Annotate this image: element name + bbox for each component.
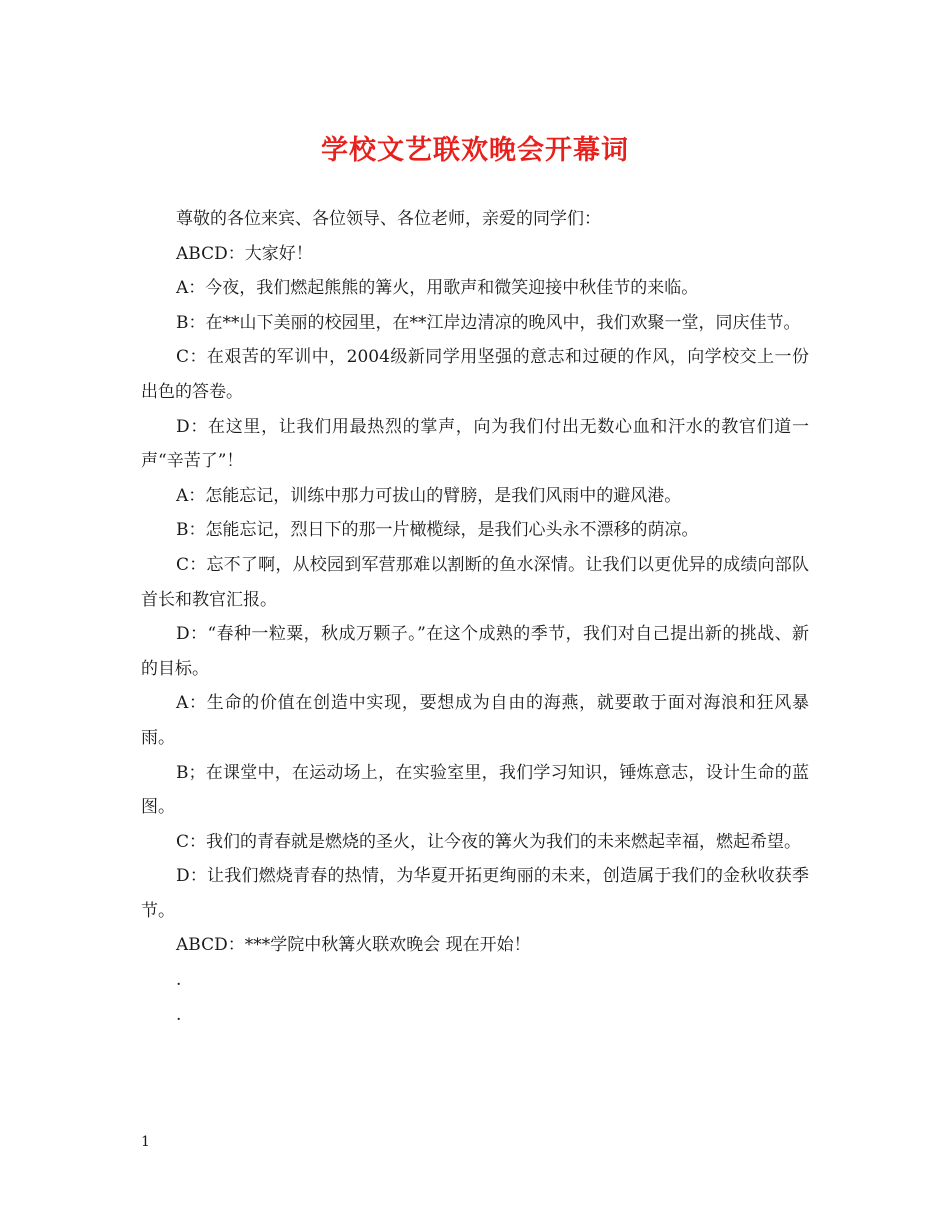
paragraph-c-bond: C：忘不了啊，从校园到军营那难以割断的鱼水深情。让我们以更优异的成绩向部队首长和教官汇报。 <box>141 554 809 610</box>
paragraph-dot-1: . <box>176 970 182 991</box>
paragraph-greeting: 尊敬的各位来宾、各位领导、各位老师，亲爱的同学们： <box>176 209 601 229</box>
paragraph-b-olive: B：怎能忘记，烈日下的那一片橄榄绿，是我们心头永不漂移的荫凉。 <box>176 520 699 541</box>
paragraph-c-youth: C：我们的青春就是燃烧的圣火，让今夜的篝火为我们的未来燃起幸福，燃起希望。 <box>176 831 802 852</box>
paragraph-d-future: D：让我们燃烧青春的热情，为华夏开拓更绚丽的未来，创造属于我们的金秋收获季节。 <box>141 866 809 921</box>
paragraph-c-training: C：在艰苦的军训中，2004级新同学用坚强的意志和过硬的作风，向学校交上一份出色的答卷。 <box>141 347 809 402</box>
paragraph-abcd-hello: ABCD：大家好！ <box>176 243 313 264</box>
page-number: 1 <box>141 1134 150 1150</box>
document-title: 学校文艺联欢晚会开幕词 <box>321 135 629 166</box>
paragraph-d-thanks: D：在这里，让我们用最热烈的掌声，向为我们付出无数心血和汗水的教官们道一声“辛苦了”！ <box>141 416 809 472</box>
paragraph-b-campus: B：在**山下美丽的校园里，在**江岸边清凉的晚风中，我们欢聚一堂，同庆佳节。 <box>176 312 801 333</box>
paragraph-d-harvest: D：“春种一粒粟，秋成万颗子。”在这个成熟的季节，我们对自己提出新的挑战、新的目标。 <box>141 624 809 679</box>
paragraph-abcd-open: ABCD：***学院中秋篝火联欢晚会 现在开始！ <box>176 935 531 956</box>
paragraph-b-classroom: B；在课堂中，在运动场上，在实验室里，我们学习知识，锤炼意志，设计生命的蓝图。 <box>141 762 809 818</box>
paragraph-a-value: A：生命的价值在创造中实现，要想成为自由的海燕，就要敢于面对海浪和狂风暴雨。 <box>141 693 809 748</box>
paragraph-a-tonight: A：今夜，我们燃起熊熊的篝火，用歌声和微笑迎接中秋佳节的来临。 <box>176 278 699 299</box>
document-body <box>141 202 809 1032</box>
paragraph-a-arms: A：怎能忘记，训练中那力可拔山的臂膀，是我们风雨中的避风港。 <box>176 485 682 506</box>
paragraph-dot-2: . <box>176 1004 182 1025</box>
